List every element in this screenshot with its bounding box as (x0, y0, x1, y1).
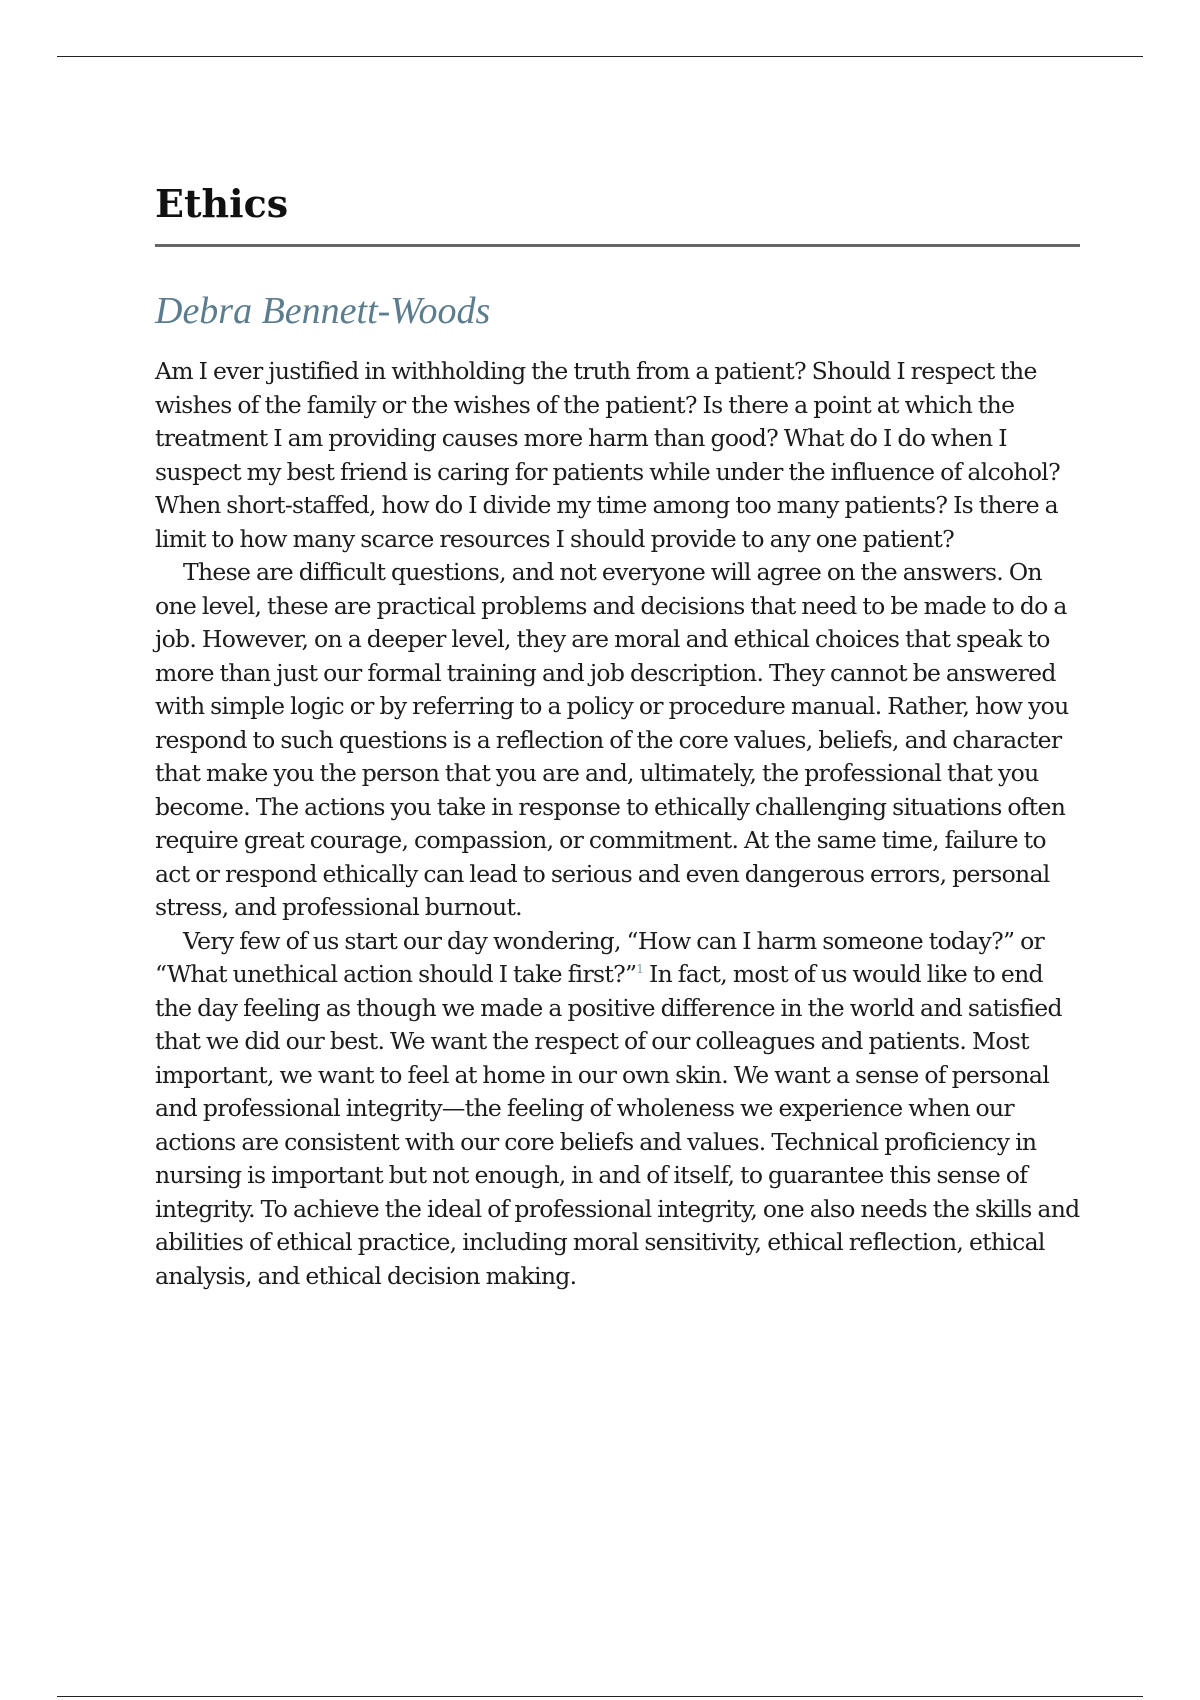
paragraph-1: Am I ever justified in withholding the truth from a patient? Should I respect the wishes of the family or the wishes of the patient? Is there a point at which the treatment I am providing causes more harm than good? What do I do when I suspect my best friend is caring for patients while under the influence of alcohol? When short-staffed, how do I divide my time among too many patients? Is there a limit to how many scarce resources I should provide to any one patient? (155, 357, 1060, 553)
title-divider (155, 244, 1080, 247)
page-bottom-rule (57, 1696, 1143, 1697)
footnote-ref-1[interactable]: 1 (636, 962, 644, 977)
paragraph-3-rest: In fact, most of us would like to end the day feeling as though we made a positive difference in the world and satisfied that we did our best. We want the respect of our colleagues and patients. Most important, we want to feel at home in our own skin. We want a sense of personal and professional integrity—the feeling of wholeness we experience when our actions are consistent with our core beliefs and values. Technical proficiency in nursing is important but not enough, in and of itself, to guarantee this sense of integrity. To achieve the ideal of professional integrity, one also needs the skills and abilities of ethical practice, including moral sensitivity, ethical reflection, ethical analysis, and ethical decision making. (155, 960, 1080, 1290)
chapter-opening (155, 180, 1080, 1293)
paragraph-2: These are difficult questions, and not everyone will agree on the answers. On one level, these are practical problems and decisions that need to be made to do a job. However, on a deeper level, they are moral and ethical choices that speak to more than just our formal training and job description. They cannot be answered with simple logic or by referring to a policy or procedure manual. Rather, how you respond to such questions is a reflection of the core values, beliefs, and character that make you the person that you are and, ultimately, the professional that you become. The actions you take in response to ethically challenging situations often require great courage, compassion, or commitment. At the same time, failure to act or respond ethically can lead to serious and even dangerous errors, personal stress, and professional burnout. (155, 558, 1069, 921)
paragraph-3 (155, 925, 1080, 1294)
chapter-title: Ethics (155, 181, 289, 226)
paragraph-3-lead: Very few of us start our day wondering, “How can I harm someone today?” or “What unethical action should I take first?” (155, 926, 1045, 988)
page-top-rule (57, 56, 1143, 57)
chapter-author: Debra Bennett-Woods (155, 290, 491, 332)
body-text (155, 355, 1080, 1293)
